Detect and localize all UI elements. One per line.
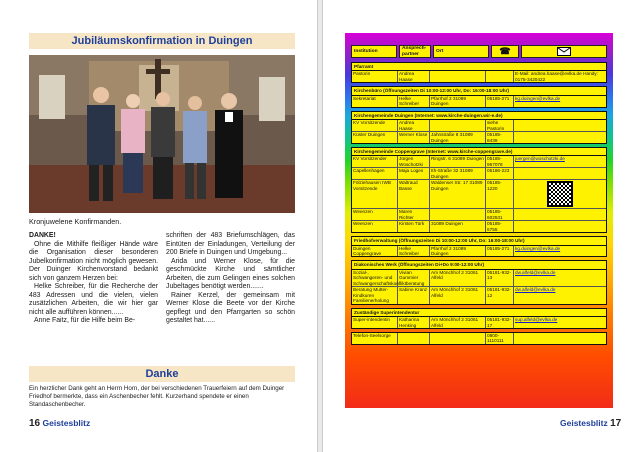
phone-cell: 05185-6755 [486, 221, 514, 232]
directory-row [352, 246, 606, 257]
institution-cell: Küster Duingen [352, 132, 398, 143]
article-title: Jubiläumskonfirmation in Duingen [29, 33, 295, 49]
page-number: 17 [610, 418, 622, 429]
directory-sections [347, 62, 611, 345]
institution-cell: Duingen Coppengrave [352, 246, 398, 257]
address-cell [430, 333, 486, 344]
phone-cell: 05185-271 [486, 96, 514, 107]
directory-row [352, 168, 606, 180]
phone-cell: 05185-8439 [486, 132, 514, 143]
address-cell: Jahnstraße 8 31089 Duingen [430, 132, 486, 143]
email-cell [514, 221, 606, 232]
phone-icon: ☎ [491, 45, 519, 58]
paragraph: Arida und Werner Klose, für die geschmückte Kirche und sämtlicher Arbeiten, die zum Gelingen eines solchen Jubeltages benötigt werden....... [166, 257, 295, 291]
institution-cell: KV Vorsitzende [352, 120, 398, 131]
contact-cell: Sabine Kranz [398, 287, 430, 303]
confirmation-photo [29, 55, 295, 213]
email-cell[interactable]: kg.duingen@evlka.de [515, 95, 561, 101]
directory-header [351, 45, 607, 58]
institution-cell: Telefon-Seelsorge [352, 333, 398, 344]
email-cell [514, 168, 606, 179]
directory-section [351, 332, 607, 345]
article-column-2 [166, 232, 295, 326]
institution-cell: Sozial-, Schwangeren- und Schwangerschaftskonfliktberatung [353, 269, 425, 286]
email-cell [514, 132, 606, 143]
article-column-1 [29, 232, 158, 326]
address-cell [430, 120, 486, 131]
phone-cell [486, 71, 514, 82]
directory-row [352, 209, 606, 221]
contact-cell: Andrea Haase [398, 71, 430, 82]
phone-cell: 05181-932-17 [486, 317, 514, 328]
institution-cell: Fölziehausen IWB Vorsitzende [352, 180, 398, 208]
section-title: Kirchenbüro (Öffnungszeiten Di 10:00-12:00 Uhr, Do: 16:00-18:00 Uhr) [352, 87, 606, 95]
email-cell [514, 180, 606, 208]
institution-cell: Beratung Mutter-Kindkuren Familienerholung [352, 287, 398, 303]
contact-cell: Andrea Haase [398, 120, 430, 131]
address-cell [430, 209, 486, 220]
contact-cell: Vivian Gummier [398, 270, 430, 286]
email-icon [521, 45, 607, 58]
qr-code-icon[interactable] [547, 181, 573, 207]
paragraph: Helke Schreiber, für die Recherche der 483 Adressen und die vielen, vielen zusätzlichen Arbeiten, die wir hier gar nicht alle aufführen können...... [29, 283, 158, 316]
address-cell: Pfarrhof 2 31089 Duingen [430, 246, 486, 257]
directory-row [352, 333, 606, 344]
address-cell: 31089 Duingen [430, 221, 486, 232]
contact-cell: Katharina Henking [398, 317, 430, 328]
directory-row [352, 96, 606, 107]
directory-section [351, 62, 607, 83]
directory-row [352, 221, 606, 232]
phone-cell: 0800-1110111 [486, 333, 514, 344]
section-title: Friedhofverwaltung (Öffnungszeiten Di 10:00-12:00 Uhr, Do: 16:00-18:00 Uhr) [352, 237, 606, 245]
paragraph: Anne Faitz, für die Hilfe beim Be- [34, 317, 136, 325]
address-cell: Ith-Straße 32 31089 Duingen [430, 168, 486, 179]
section-title: Diakonisches Werk (Öffnungszeiten Di+Do 9:00-12:00 Uhr) [352, 261, 606, 269]
page-number: 16 [29, 418, 41, 429]
email-cell [514, 333, 606, 344]
address-cell: Ringstr. 6 31089 Duingen [430, 156, 486, 167]
email-cell[interactable]: kg.duingen@evlka.de [515, 245, 561, 251]
magazine-name: Geistesblitz [560, 418, 608, 428]
phone-cell: 05186-223 [486, 168, 514, 179]
thanks-heading: DANKE! [29, 232, 56, 239]
directory-section [351, 147, 607, 233]
left-page [0, 0, 318, 452]
page-number-right [560, 418, 621, 429]
magazine-name: Geistesblitz [42, 418, 91, 428]
directory-row [352, 180, 606, 209]
section-title: Zuständige Superintendentur [352, 309, 606, 317]
directory-section [351, 111, 607, 144]
institution-cell: Sekretariat [352, 96, 398, 107]
directory-row [352, 270, 606, 287]
header-institution: Institution [351, 45, 397, 58]
directory-row [352, 120, 606, 132]
header-place: Ort [433, 45, 489, 58]
danke-text: Ein herzlicher Dank geht an Herrn Horn, der bei verschiedenen Trauerfeiern auf dem Duinger Friedhof bermerkte, dass ein Aschenbecher fehlt. Kurzerhand spendete er einen Standaschenbecher. [29, 385, 285, 409]
contact-cell: Helke Schreiber [398, 246, 430, 257]
paragraph: Ohne die Mithilfe fleißiger Hände wäre die Organisation dieser besonderen Jubelkonfirmation nicht möglich gewesen. Der Duinger Kirchenvorstand bedankt sich von ganzem Herzen bei: [29, 240, 158, 282]
contact-cell: Maren Richter [398, 209, 430, 220]
page-number-left [29, 418, 90, 429]
contact-cell: Jürgen Woschotzki [398, 156, 430, 167]
address-cell: Am Mönchhof 2 31061 Alfeld [430, 270, 486, 286]
directory-section [351, 260, 607, 304]
directory-section [351, 236, 607, 257]
email-cell[interactable]: dw.alfeld@evlka.de [515, 287, 556, 293]
section-title: Pfarramt [352, 63, 606, 71]
contact-directory [347, 45, 611, 348]
institution-cell: Capellenhagen [352, 168, 398, 179]
phone-cell: 05185-602531 [486, 209, 514, 220]
contact-cell: Waltraud Basse [398, 180, 430, 208]
institution-cell: Weenzen [352, 221, 398, 232]
right-page [322, 0, 640, 452]
header-contact: Ansprech-partner [399, 45, 431, 58]
phone-cell: 05185-957078 [486, 156, 514, 167]
email-cell[interactable]: sup.alfeld@evlka.de [515, 317, 558, 323]
contact-cell: Kirsten Türk [398, 221, 430, 232]
directory-row [352, 317, 606, 328]
contact-cell: Werner Klose [398, 132, 430, 143]
institution-cell: Super-intendentin [352, 317, 398, 328]
address-cell: Am Mönchhof 2 31061 Alfeld [430, 287, 486, 303]
section-title: Kirchengemeinde Coppengrave (Internet: www.kirche-coppengrave.de) [352, 148, 606, 156]
paragraph: schriften der 483 Briefumschlägen, das Eintüten der Einladungen, Verteilung der 200 Briefe in Duingen und Umgebung... [166, 232, 295, 257]
contact-cell: Helke Schreiber [398, 96, 430, 107]
institution-cell: Pastorin [352, 71, 398, 82]
directory-row [352, 287, 606, 303]
institution-cell: Weenzen [352, 209, 398, 220]
danke-title: Danke [29, 366, 295, 382]
contact-cell: Maja Loges [398, 168, 430, 179]
email-cell[interactable]: dw.alfeld@evlka.de [515, 269, 556, 275]
phone-cell: 05185-1220 [486, 180, 514, 208]
institution-cell: KV Vorsitzender [352, 156, 398, 167]
directory-row [352, 71, 606, 82]
paragraph: Rainer Kerzel, der gemeinsam mit Werner Klose die Beete vor der Kirche gepflegt und den Pfarrgarten so schön gestaltet hat...... [166, 291, 295, 325]
email-cell[interactable]: juergen@woschotzki.de [515, 156, 565, 162]
section-title: Kirchengemeinde Duingen (Internet: www.kirche-duingen.wir-e.de) [352, 112, 606, 120]
directory-section [351, 86, 607, 107]
email-cell: E-Mail: andrea.haase@evlka.de Handy: 0175-3420422 [515, 71, 598, 82]
directory-row [352, 132, 606, 143]
phone-cell: 05185-271 [486, 246, 514, 257]
address-cell: Pfarrhof 2 31089 Duingen [430, 96, 486, 107]
directory-row [352, 156, 606, 168]
email-cell [514, 209, 606, 220]
contact-cell [398, 333, 430, 344]
address-cell [430, 71, 486, 82]
directory-section [351, 308, 607, 329]
email-cell [514, 120, 606, 131]
phone-cell: 05181-932-12 [486, 287, 514, 303]
phone-cell: 05181-932-13 [486, 270, 514, 286]
address-cell: Waldenser Str. 17 31089 Duingen [430, 180, 486, 208]
address-cell: Am Mönchhof 2 31061 Alfeld [430, 317, 486, 328]
photo-caption: Kronjuwelene Konfirmanden. [29, 217, 122, 226]
phone-cell: siehe Pastorin [486, 120, 514, 131]
